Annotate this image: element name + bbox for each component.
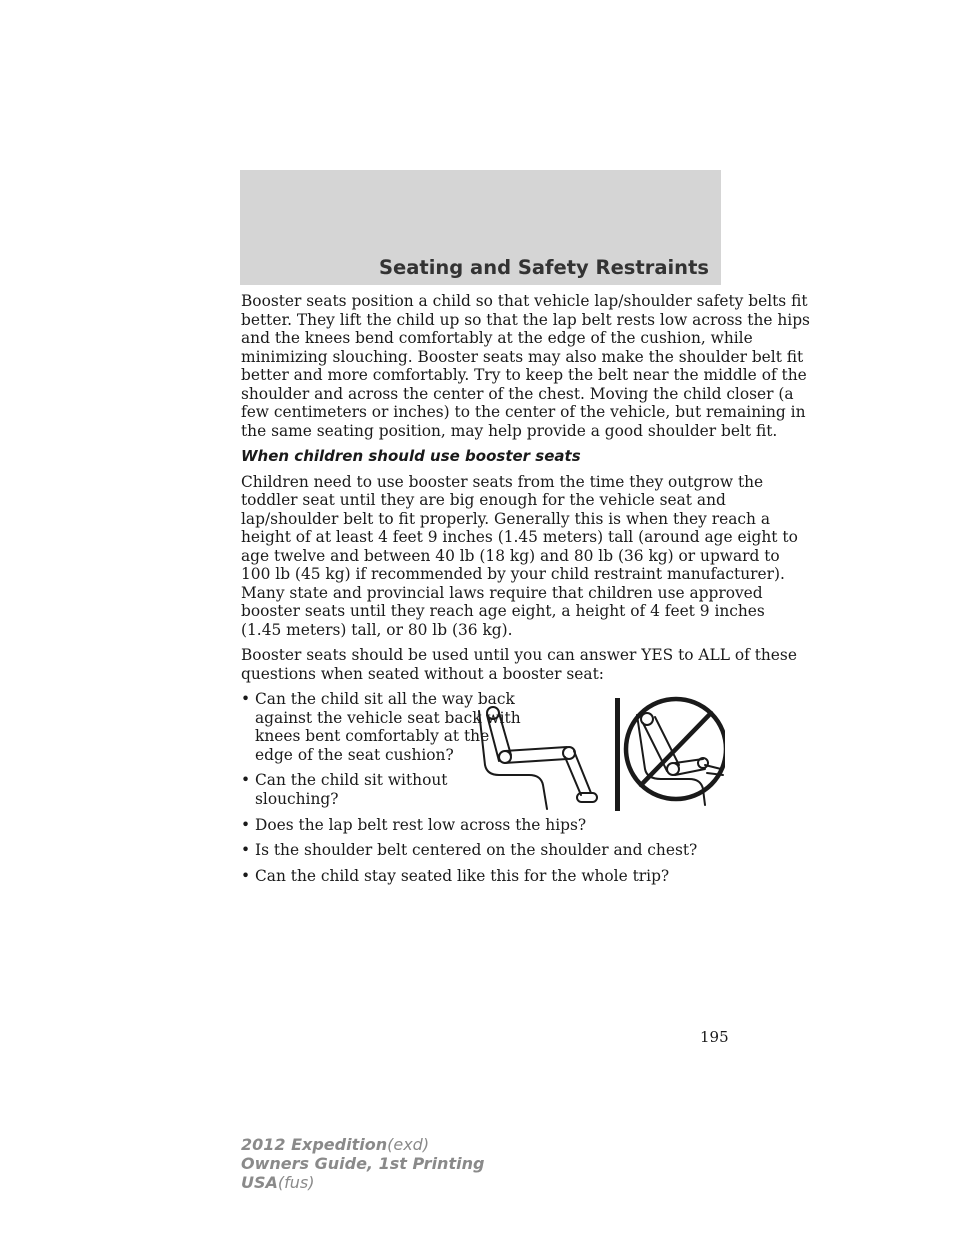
text-line: toddler seat until they are big enough for the vehicle seat and	[241, 491, 726, 509]
text-line: lap/shoulder belt to fit properly. Generally this is when they reach a	[241, 509, 770, 528]
text-line: shoulder and across the center of the chest. Moving the child closer (a	[241, 384, 794, 403]
paragraph-booster-fit	[241, 292, 810, 440]
section-title: Seating and Safety Restraints	[378, 256, 709, 279]
text-line: Can the child stay seated like this for the whole trip?	[255, 866, 670, 885]
footer-model: 2012 Expedition	[241, 1135, 388, 1154]
list-item	[241, 867, 731, 886]
bullet-mark: •	[241, 771, 251, 789]
bullet-mark: •	[241, 841, 251, 859]
text-line: few centimeters or inches) to the center of the vehicle, but remaining in	[241, 403, 806, 421]
list-item	[241, 690, 521, 764]
seating-posture-illustration	[475, 693, 725, 816]
content	[241, 292, 810, 892]
paragraph-when-to-use	[241, 472, 798, 640]
list-item	[241, 841, 731, 860]
text-line: and the knees bend comfortably at the edge of the cushion, while	[241, 329, 753, 347]
bullet-mark: •	[241, 690, 251, 708]
bullets-with-illustration	[241, 690, 731, 816]
list-item	[241, 816, 731, 835]
text-line: Can the child sit without	[255, 771, 448, 789]
footer-market: USA	[241, 1173, 278, 1192]
text-line: age twelve and between 40 lb (18 kg) and 80 lb (36 kg) or upward to	[241, 546, 780, 565]
footer-print-info	[241, 1135, 484, 1192]
text-line: the same seating position, may help provide a good shoulder belt fit.	[241, 421, 778, 440]
text-line: (1.45 meters) tall, or 80 lb (36 kg).	[241, 620, 513, 639]
text-line: Children need to use booster seats from the time they outgrow the	[241, 472, 764, 491]
text-line: Booster seats should be used until you can answer YES to ALL of these	[241, 646, 797, 664]
paragraph-questions-intro	[241, 646, 797, 683]
text-line: booster seats until they reach age eight, a height of 4 feet 9 inches	[241, 602, 765, 620]
text-line: better and more comfortably. Try to keep the belt near the middle of the	[241, 366, 807, 384]
text-line: Booster seats position a child so that vehicle lap/shoulder safety belts fit	[241, 292, 808, 310]
text-line: 100 lb (45 kg) if recommended by your child restraint manufacturer).	[241, 565, 785, 583]
text-line: questions when seated without a booster seat:	[241, 664, 604, 683]
seating-posture-icon	[475, 693, 725, 811]
footer-model-code: (exd)	[387, 1135, 430, 1154]
text-line: knees bent comfortably at the	[255, 727, 490, 745]
page-number: 195	[700, 1028, 729, 1046]
subheading: When children should use booster seats	[241, 447, 581, 465]
header-band	[240, 170, 721, 285]
bullet-mark: •	[241, 866, 251, 885]
text-line: Does the lap belt rest low across the hips?	[255, 815, 587, 834]
bullet-list-left	[241, 690, 521, 816]
text-line: Many state and provincial laws require that children use approved	[241, 583, 763, 602]
footer-market-code: (fus)	[277, 1173, 315, 1192]
text-line: Can the child sit all the way back	[255, 690, 515, 708]
text-line: Is the shoulder belt centered on the shoulder and chest?	[255, 841, 698, 859]
list-item	[241, 771, 473, 808]
text-line: slouching?	[255, 789, 339, 808]
text-line: height of at least 4 feet 9 inches (1.45 meters) tall (around age eight to	[241, 528, 798, 546]
footer-guide: Owners Guide, 1st Printing	[241, 1154, 485, 1173]
text-line: better. They lift the child up so that the lap belt rests low across the hips	[241, 310, 810, 329]
text-line: against the vehicle seat back with	[255, 708, 521, 727]
text-line: edge of the seat cushion?	[255, 745, 454, 764]
bullet-mark: •	[241, 815, 251, 834]
text-line: minimizing slouching. Booster seats may also make the shoulder belt fit	[241, 347, 804, 366]
